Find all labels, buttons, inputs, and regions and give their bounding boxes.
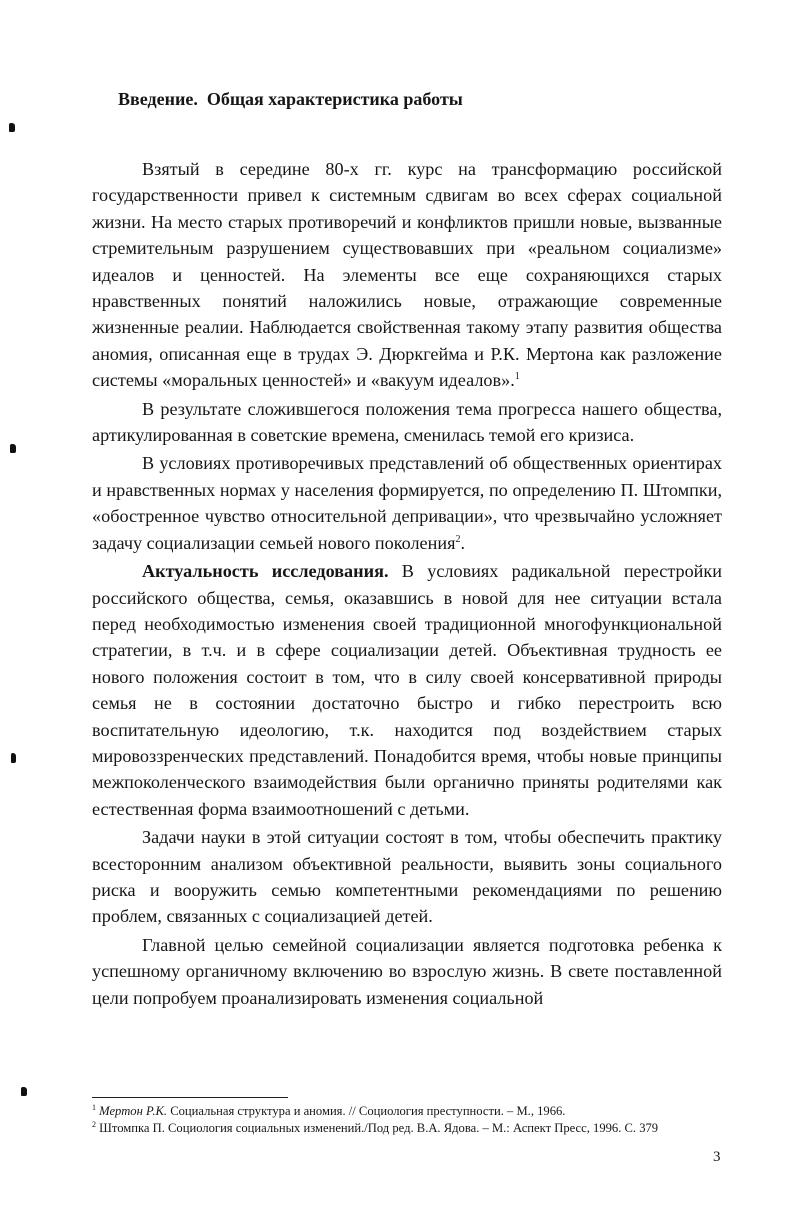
footnote-ref-1: 1 [514, 371, 520, 383]
footnote-2 [92, 1120, 732, 1137]
paragraph-1-text: Взятый в середине 80-х гг. курс на трансформацию российской государственности привел к системным сдвигам во всех сферах социальной жизни. На место старых противоречий и конфликтов пришли новые, вызванные стремительным разрушением существовавших при «реальном социализме» идеалов и ценностей. На элементы все еще сохраняющихся старых нравственных понятий наложились новые, отражающие современные жизненные реалии. Наблюдается свойственная такому этапу развития общества аномия, описанная еще в трудах Э. Дюркгейма и Р.К. Мертона как разложение системы «моральных ценностей» и «вакуум идеалов». [92, 159, 722, 391]
paragraph-3 [92, 450, 722, 556]
footnote-1 [92, 1103, 732, 1120]
footnote-1-num: 1 [92, 1103, 96, 1112]
heading-separator: . [193, 89, 198, 109]
body-text [92, 156, 722, 1011]
paragraph-1 [92, 156, 722, 394]
paragraph-5-text: Задачи науки в этой ситуации состоят в том, чтобы обеспечить практику всесторонним анализом объективной реальности, выявить зоны социального риска и вооружить семью компетентными рекомендациями по решению проблем, связанных с социализацией детей. [92, 827, 722, 927]
footnotes [92, 1103, 732, 1137]
section-heading [118, 88, 463, 110]
paragraph-3-text: В условиях противоречивых представлений об общественных ориентирах и нравственных нормах у населения формируется, по определению П. Штомпки, «обостренное чувство относительной депривации», что чрезвычайно усложняет задачу социализации семьей нового поколения [92, 453, 722, 553]
paragraph-4-text: В условиях радикальной перестройки российского общества, семья, оказавшись в новой для нее ситуации встала перед необходимостью изменения своей традиционной многофункциональной стратегии, в т.ч. и в сфере социализации детей. Объективная трудность ее нового положения состоит в том, что в силу своей консервативной природы семья не в состоянии достаточно быстро и гибко перестроить всю воспитательную идеологию, т.к. находится под воздействием старых мировоззренческих представлений. Понадобится время, чтобы новые принципы межпоколенческого взаимодействия были органично приняты родителями как естественная форма взаимоотношений с детьми. [92, 561, 722, 819]
paragraph-5 [92, 824, 722, 930]
footnote-1-author: Мертон Р.К. [99, 1104, 168, 1118]
scan-artifact-mark [10, 444, 16, 453]
relevance-lead: Актуальность исследования. [142, 561, 389, 582]
paragraph-2-text: В результате сложившегося положения тема прогресса нашего общества, артикулированная в советские времена, сменилась темой его кризиса. [92, 398, 722, 446]
scan-artifact-mark [9, 123, 15, 132]
paragraph-3-trailing: . [460, 532, 465, 553]
footnote-2-text: Штомпка П. Социология социальных изменений./Под ред. В.А. Ядова. – М.: Аспект Пресс, 1996. С. 379 [96, 1121, 659, 1135]
scan-artifact-mark [21, 1087, 27, 1096]
page-number: 3 [713, 1149, 721, 1165]
footnote-divider [92, 1097, 288, 1098]
scan-artifact-mark [11, 753, 16, 763]
heading-intro: Введение [118, 89, 194, 109]
footnote-1-text: Социальная структура и аномия. // Социология преступности. – М., 1966. [167, 1104, 566, 1118]
footnote-2-num: 2 [92, 1120, 96, 1129]
paragraph-2 [92, 396, 722, 449]
paragraph-6-text: Главной целью семейной социализации является подготовка ребенка к успешному органичному включению во взрослую жизнь. В свете поставленной цели попробуем проанализировать изменения социальной [92, 934, 722, 1008]
paragraph-4 [92, 558, 722, 822]
paragraph-6 [92, 932, 722, 1011]
heading-title: Общая характеристика работы [206, 89, 463, 109]
footnote-ref-2: 2 [455, 533, 461, 545]
